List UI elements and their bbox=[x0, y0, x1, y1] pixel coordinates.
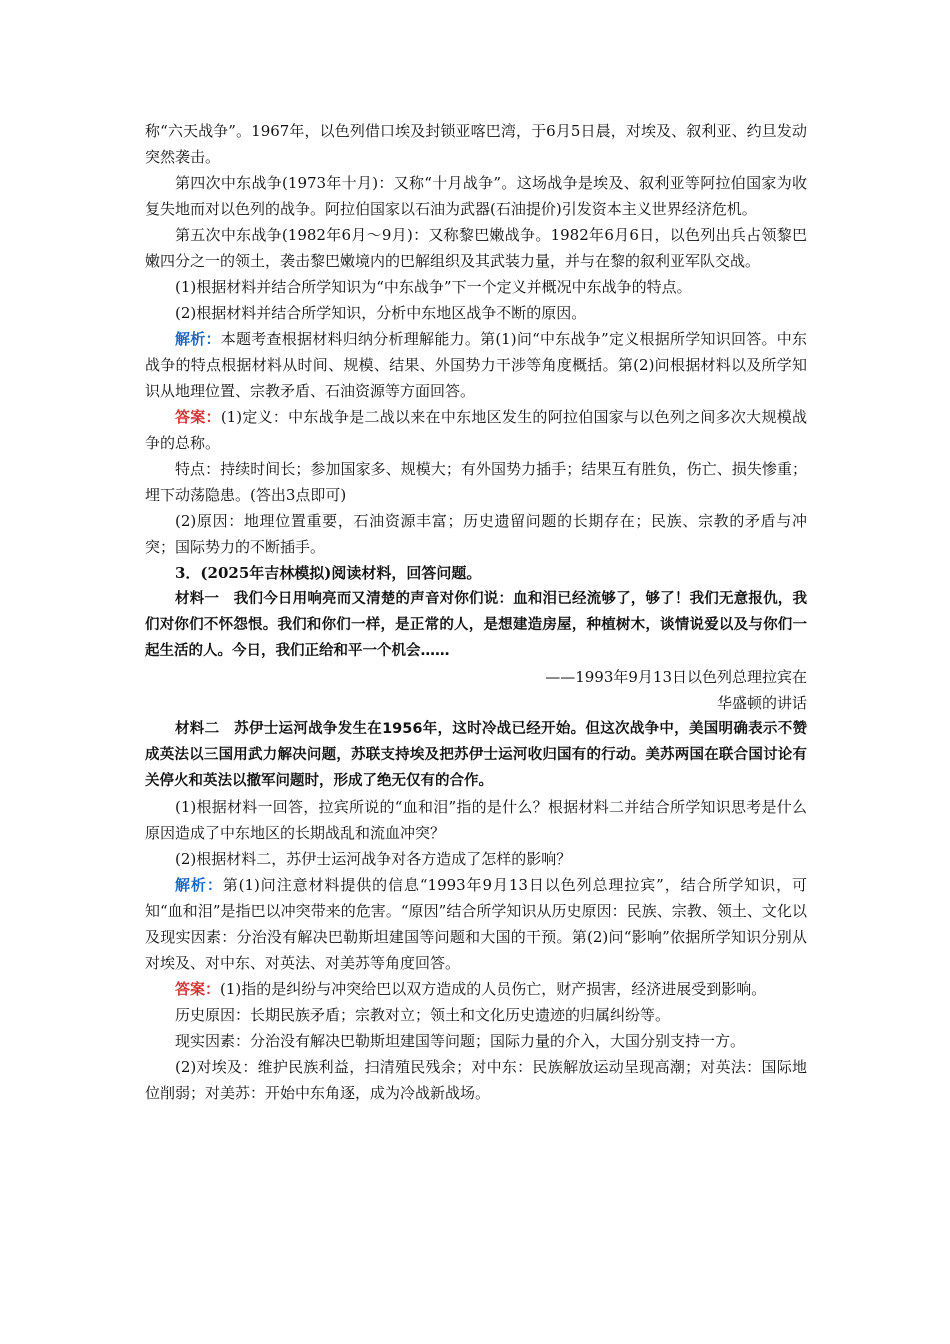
question-2-part-1: (1)根据材料并结合所学知识为“中东战争”下一个定义并概况中东战争的特点。 bbox=[175, 278, 692, 296]
answer-label: 答案： bbox=[175, 408, 221, 426]
document-body bbox=[145, 118, 807, 1106]
answer-2-part-2: (2)原因：地理位置重要，石油资源丰富；历史遗留问题的长期存在；民族、宗教的矛盾与冲突；国际势力的不断插手。 bbox=[145, 512, 807, 556]
answer-2-features: 特点：持续时间长；参加国家多、规模大；有外国势力插手；结果互有胜负，伤亡、损失惨重；埋下动荡隐患。(答出3点即可) bbox=[145, 460, 807, 504]
answer-3-history: 历史原因：长期民族矛盾；宗教对立；领土和文化历史遗迹的归属纠纷等。 bbox=[175, 1006, 671, 1024]
paragraph-fourth-war: 第四次中东战争(1973年十月)：又称“十月战争”。这场战争是埃及、叙利亚等阿拉伯国家为收复失地而对以色列的战争。阿拉伯国家以石油为武器(石油提价)引发资本主义世界经济危机。 bbox=[145, 174, 807, 218]
answer-label: 答案： bbox=[175, 980, 221, 998]
answer-2-text: (1)定义：中东战争是二战以来在中东地区发生的阿拉伯国家与以色列之间多次大规模战争的总称。 bbox=[145, 408, 807, 452]
analysis-label: 解析： bbox=[175, 330, 221, 348]
answer-3-reality: 现实因素：分治没有解决巴勒斯坦建国等问题；国际力量的介入，大国分别支持一方。 bbox=[175, 1032, 746, 1050]
paragraph-six-day-war: 称“六天战争”。1967年，以色列借口埃及封锁亚喀巴湾，于6月5日晨，对埃及、叙利亚、约旦发动突然袭击。 bbox=[145, 122, 807, 166]
material-1-source-line-2: 华盛顿的讲话 bbox=[716, 694, 807, 712]
question-3-heading: 3．(2025年吉林模拟)阅读材料，回答问题。 bbox=[175, 564, 482, 582]
question-2-part-2: (2)根据材料并结合所学知识，分析中东地区战争不断的原因。 bbox=[175, 304, 587, 322]
analysis-label: 解析： bbox=[175, 876, 223, 894]
material-2: 材料二 苏伊士运河战争发生在1956年，这时冷战已经开始。但这次战争中，美国明确表示不赞成英法以三国用武力解决问题，苏联支持埃及把苏伊士运河收归国有的行动。美苏两国在联合国讨论有关停火和英法以撤军问题时，形成了绝无仅有的合作。 bbox=[145, 721, 807, 789]
question-3-part-1: (1)根据材料一回答，拉宾所说的“血和泪”指的是什么？根据材料二并结合所学知识思考是什么原因造成了中东地区的长期战乱和流血冲突？ bbox=[145, 798, 807, 842]
answer-3-text: (1)指的是纠纷与冲突给巴以双方造成的人员伤亡，财产损害，经济进展受到影响。 bbox=[220, 980, 767, 998]
material-1: 材料一 我们今日用响亮而又清楚的声音对你们说：血和泪已经流够了，够了！我们无意报仇，我们对你们不怀怨恨。我们和你们一样，是正常的人，是想建造房屋，种植树木，谈情说爱以及与你们一起生活的人。今日，我们正给和平一个机会…… bbox=[145, 591, 807, 659]
answer-2-part-1 bbox=[145, 404, 807, 456]
question-3-part-2: (2)根据材料二，苏伊士运河战争对各方造成了怎样的影响？ bbox=[175, 850, 572, 868]
material-1-source-line-1: ——1993年9月13日以色列总理拉宾在 bbox=[545, 668, 807, 686]
analysis-3 bbox=[145, 872, 807, 976]
paragraph-fifth-war: 第五次中东战争(1982年6月～9月)：又称黎巴嫩战争。1982年6月6日，以色列出兵占领黎巴嫩四分之一的领土，袭击黎巴嫩境内的巴解组织及其武装力量，并与在黎的叙利亚军队交战。 bbox=[145, 226, 807, 270]
answer-3-part-1 bbox=[145, 976, 807, 1002]
analysis-2-text: 本题考查根据材料归纳分析理解能力。第(1)问“中东战争”定义根据所学知识回答。中东战争的特点根据材料从时间、规模、结果、外国势力干涉等角度概括。第(2)问根据材料以及所学知识从地理位置、宗教矛盾、石油资源等方面回答。 bbox=[145, 330, 807, 400]
answer-3-part-2: (2)对埃及：维护民族利益，扫清殖民残余；对中东：民族解放运动呈现高潮；对英法：国际地位削弱；对美苏：开始中东角逐，成为冷战新战场。 bbox=[145, 1058, 807, 1102]
analysis-2 bbox=[145, 326, 807, 404]
analysis-3-text: 第(1)问注意材料提供的信息“1993年9月13日以色列总理拉宾”，结合所学知识，可知“血和泪”是指巴以冲突带来的危害。“原因”结合所学知识从历史原因：民族、宗教、领土、文化以及现实因素：分治没有解决巴勒斯坦建国等问题和大国的干预。第(2)问“影响”依据所学知识分别从对埃及、对中东、对英法、对美苏等角度回答。 bbox=[145, 876, 807, 972]
